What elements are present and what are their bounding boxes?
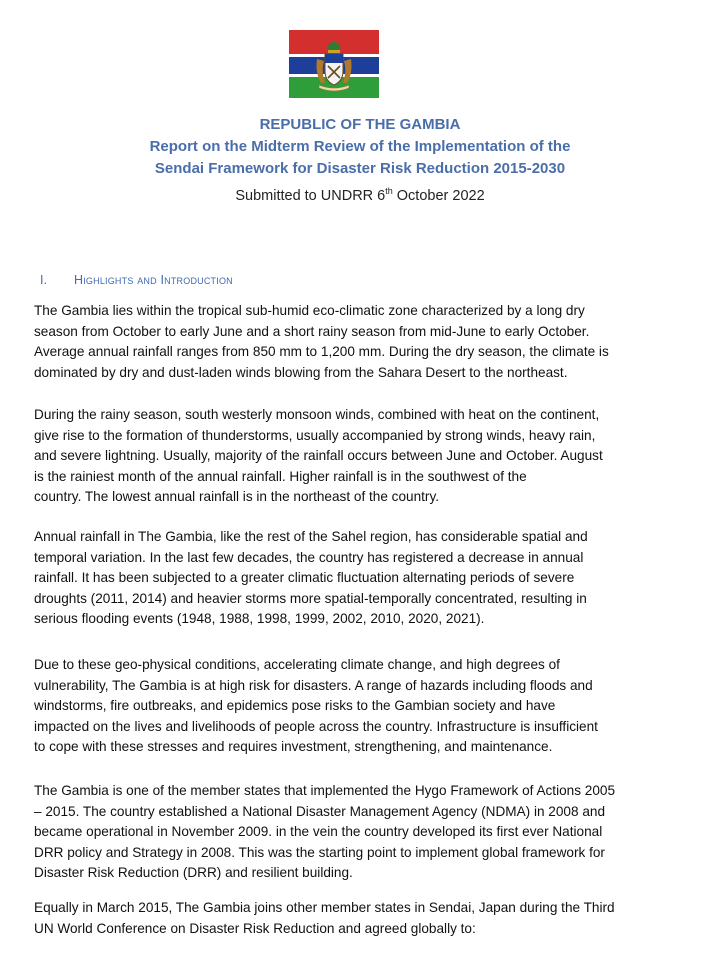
paragraph-annual-rainfall: Annual rainfall in The Gambia, like the rest of the Sahel region, has considerable spatial and temporal variation. In the last few decades, the country has registered a decrease in annual rainfall. It has been subjected to a greater climatic fluctuation alternating periods of severe droughts (2011, 2014) and heavier storms more spatial-temporally concentrated, resulting in serious flooding events (1948, 1988, 1998, 1999, 2002, 2010, 2020, 2021). bbox=[34, 529, 588, 627]
paragraph-rainy-season: During the rainy season, south westerly monsoon winds, combined with heat on the continent, give rise to the formation of thunderstorms, usually accompanied by strong winds, heavy rain, and severe lightning. Usually, majority of the rainfall occurs between June and October. August is the rainiest month of the annual rainfall. Higher rainfall is in the southwest of the country. The lowest annual rainfall is in the northeast of the country. bbox=[34, 407, 603, 505]
report-title-line-1: Report on the Midterm Review of the Implementation of the bbox=[149, 138, 571, 155]
paragraph-hyogo-framework: The Gambia is one of the member states that implemented the Hygo Framework of Actions 2005 – 2015. The country established a National Disaster Management Agency (NDMA) in 2008 and became operational in November 2009. in the vein the country developed its first ever National DRR policy and Strategy in 2008. This was the starting point to implement global framework for Disaster Risk Reduction (DRR) and resilient building. bbox=[34, 783, 616, 881]
paragraph-sendai-conference: Equally in March 2015, The Gambia joins other member states in Sendai, Japan during the Third UN World Conference on Disaster Risk Reduction and agreed globally to: bbox=[34, 900, 615, 936]
report-title-block bbox=[0, 114, 720, 207]
report-title-line-2: Sendai Framework for Disaster Risk Reduction 2015-2030 bbox=[154, 160, 566, 177]
country-title: REPUBLIC OF THE GAMBIA bbox=[259, 116, 461, 133]
section-number: I. bbox=[40, 273, 48, 287]
section-title: Highlights and Introduction bbox=[74, 273, 233, 287]
section-heading bbox=[40, 273, 233, 287]
paragraph-climate-zone: The Gambia lies within the tropical sub-humid eco-climatic zone characterized by a long dry season from October to early June and a short rainy season from mid-June to early October. Average annual rainfall ranges from 850 mm to 1,200 mm. During the dry season, the climate is dominated by dry and dust-laden winds blowing from the Sahara Desert to the northeast. bbox=[34, 303, 609, 380]
submission-date: Submitted to UNDRR 6th October 2022 bbox=[235, 186, 485, 204]
gambia-flag-with-coat-of-arms bbox=[289, 30, 379, 98]
paragraph-disaster-risk: Due to these geo-physical conditions, accelerating climate change, and high degrees of vulnerability, The Gambia is at high risk for disasters. A range of hazards including floods and windstorms, fire outbreaks, and epidemics pose risks to the Gambian society and have impacted on the lives and livelihoods of people across the country. Infrastructure is insufficient to cope with these stresses and requires investment, strengthening, and maintenance. bbox=[34, 657, 598, 755]
coat-of-arms-icon bbox=[313, 39, 355, 91]
